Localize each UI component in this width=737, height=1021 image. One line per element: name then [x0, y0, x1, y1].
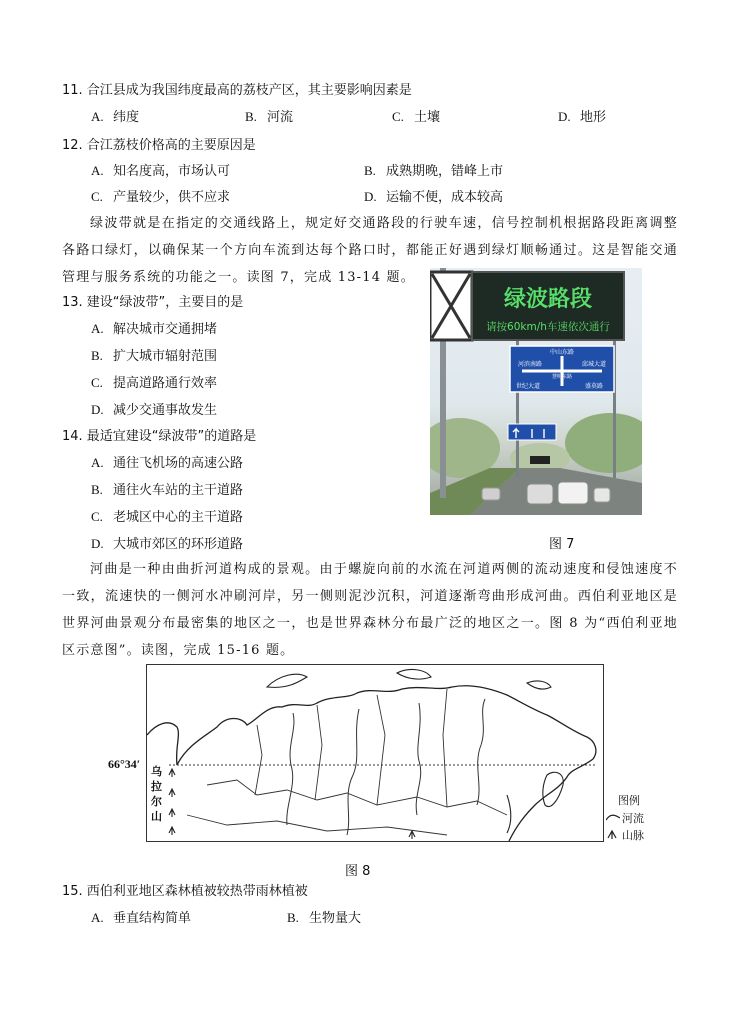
- q12-option-c: [91, 186, 230, 205]
- road-name-top: 中山东路: [549, 349, 575, 356]
- option-text: 知名度高，市场认可: [113, 164, 231, 179]
- road-name-bottom-right: 盛莫路: [584, 383, 604, 390]
- car: [594, 488, 610, 502]
- option-letter: A.: [91, 910, 104, 925]
- q11-option-c: [392, 106, 440, 125]
- label-char: 山: [151, 810, 162, 823]
- river-symbol-icon: [606, 812, 622, 825]
- road-name-right: 邱城大道: [581, 361, 607, 368]
- q14-stem: 14. 最适宜建设“绿波带”的道路是: [62, 429, 257, 444]
- option-text: 提高道路通行效率: [113, 376, 218, 391]
- passage-text: 河曲是一种由曲折河道构成的景观。由于螺旋向前的水流在河道两侧的流动速度和侵蚀速度不一致，流速快的一侧河水冲刷河岸，另一侧则泥沙沉积，河道逐渐弯曲形成河曲。西伯利亚地区是世界河曲景观分布最密集的地区之一，也是世界森林分布最广泛的地区之一。图 8 为“西伯利亚地区示意图”。读图，完成 15-16 题。: [62, 562, 678, 658]
- q13-option-c: [91, 372, 217, 391]
- q12-option-b: [364, 160, 503, 179]
- mountain-icon: [169, 827, 175, 835]
- latitude-label: 66°34′: [108, 757, 141, 771]
- label-char: 乌: [151, 765, 162, 778]
- legend-river: [606, 810, 644, 826]
- option-letter: B.: [91, 482, 103, 497]
- river: [477, 699, 485, 805]
- siberia-map: [147, 665, 603, 841]
- option-text: 老城区中心的主干道路: [113, 510, 244, 525]
- q14-option-c: [91, 506, 243, 525]
- figure-8-map: [146, 664, 604, 842]
- mountain-icon: [169, 769, 175, 777]
- island: [267, 674, 307, 687]
- option-text: 地形: [580, 110, 607, 125]
- legend-mountain-label: 山脉: [622, 829, 644, 842]
- label-char: 拉: [151, 780, 162, 793]
- option-text: 生物量大: [309, 911, 362, 926]
- option-text: 扩大城市辐射范围: [113, 349, 218, 364]
- q12-stem: 12. 合江荔枝价格高的主要原因是: [62, 138, 256, 153]
- option-letter: C.: [91, 189, 103, 204]
- island: [527, 681, 551, 689]
- q15-stem: 15. 西伯利亚地区森林植被较热带雨林植被: [62, 884, 308, 899]
- q11-option-d: [558, 106, 606, 125]
- option-letter: C.: [91, 509, 103, 524]
- option-letter: B.: [364, 163, 376, 178]
- option-letter: D.: [364, 189, 377, 204]
- road-name-center: 慧明东路: [551, 374, 573, 380]
- legend-river-label: 河流: [622, 812, 644, 825]
- q11-option-b: [245, 106, 293, 125]
- q13-option-a: [91, 318, 217, 337]
- boundary: [207, 780, 507, 815]
- figure-7-illustration: [430, 268, 642, 515]
- led-sign-subtitle: 请按60km/h车速依次通行: [486, 321, 610, 333]
- option-text: 减少交通事故发生: [113, 403, 218, 418]
- traffic-light: [530, 456, 550, 464]
- q15-option-a: [91, 907, 191, 926]
- option-text: 运输不便，成本较高: [386, 190, 504, 205]
- mountain-icon: [409, 831, 415, 839]
- car: [482, 488, 500, 500]
- option-text: 河流: [267, 110, 294, 125]
- road-name-left: 河滨南路: [517, 361, 543, 368]
- ural-mountains: [169, 769, 415, 839]
- river: [287, 713, 294, 825]
- option-text: 纬度: [113, 110, 140, 125]
- option-letter: B.: [287, 910, 299, 925]
- car: [558, 482, 588, 504]
- q13-option-d: [91, 399, 217, 418]
- island: [507, 795, 511, 833]
- island: [397, 670, 431, 680]
- figure-7-photo: [430, 268, 642, 515]
- option-letter: A.: [91, 321, 104, 336]
- option-text: 通往火车站的主干道路: [113, 483, 244, 498]
- coastline: [177, 686, 596, 841]
- label-char: 尔: [151, 795, 162, 808]
- option-letter: A.: [91, 455, 104, 470]
- q12-option-d: [364, 186, 503, 205]
- option-text: 垂直结构简单: [113, 911, 192, 926]
- peninsula: [543, 772, 563, 806]
- q11-stem: 11. 合江县成为我国纬度最高的荔枝产区，其主要影响因素是: [62, 83, 412, 98]
- boundary: [187, 815, 447, 835]
- passage-meander: [62, 556, 678, 664]
- legend-mountain: [606, 827, 644, 843]
- led-sign-title: 绿波路段: [503, 287, 593, 312]
- q14-option-b: [91, 479, 243, 498]
- q12-option-a: [91, 160, 230, 179]
- mountain-icon: [169, 809, 175, 817]
- option-text: 成熟期晚，错峰上市: [386, 164, 504, 179]
- option-letter: A.: [91, 163, 104, 178]
- q15-option-b: [287, 907, 361, 926]
- option-letter: D.: [558, 109, 571, 124]
- option-letter: D.: [91, 536, 104, 551]
- q13-option-b: [91, 345, 217, 364]
- mountain-icon: [169, 789, 175, 797]
- option-letter: A.: [91, 109, 104, 124]
- coastline-west: [147, 723, 178, 765]
- q11-option-a: [91, 106, 139, 125]
- passage-text: 绿波带就是在指定的交通线路上，规定好交通路段的行驶车速，信号控制机根据路段距离调整各路口绿灯，以确保某一个方向车流到达每个路口时，都能正好遇到绿灯顺畅通过。这是智能交通管理与服务系统的功能之一。读图 7，完成 13-14 题。: [62, 216, 678, 285]
- option-text: 大城市郊区的环形道路: [113, 537, 244, 552]
- q14-option-d: [91, 533, 243, 552]
- option-text: 解决城市交通拥堵: [113, 322, 218, 337]
- option-letter: C.: [392, 109, 404, 124]
- mountain-symbol-icon: [606, 829, 622, 842]
- figure-8-caption: 图 8: [345, 864, 371, 879]
- option-text: 产量较少，供不应求: [113, 190, 231, 205]
- river: [347, 709, 359, 835]
- ural-mountains-label: [151, 764, 165, 824]
- option-letter: B.: [91, 348, 103, 363]
- q14-option-a: [91, 452, 243, 471]
- figure-7-caption: 图 7: [549, 537, 575, 552]
- option-letter: B.: [245, 109, 257, 124]
- option-text: 通往飞机场的高速公路: [113, 456, 244, 471]
- option-text: 土壤: [414, 110, 441, 125]
- option-letter: D.: [91, 402, 104, 417]
- car: [527, 484, 553, 504]
- tree: [565, 413, 642, 473]
- option-letter: C.: [91, 375, 103, 390]
- legend-title: 图例: [618, 794, 640, 807]
- road-name-bottom-left: 世纪大道: [515, 383, 541, 390]
- q13-stem: 13. 建设“绿波带”，主要目的是: [62, 295, 244, 310]
